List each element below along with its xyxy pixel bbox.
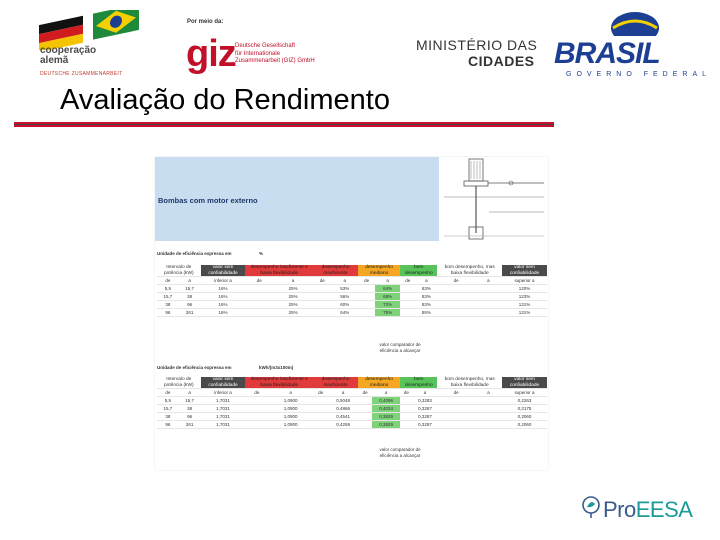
table-cell: 0,4034: [372, 405, 400, 413]
table-cell: 15,7: [179, 397, 201, 405]
proeesa-eesa: EESA: [635, 497, 693, 522]
table-cell: [245, 413, 268, 421]
table-cell: 0,3287: [413, 413, 438, 421]
table-cell: 25%: [273, 285, 313, 293]
subheader-cell: de: [358, 389, 372, 397]
header-insuf: desempenho insuficiente e baixa flexibilidade: [245, 377, 313, 389]
table-cell: 56%: [331, 293, 358, 301]
table-cell: 96: [157, 309, 179, 317]
table2-body: [157, 397, 547, 429]
table-cell: [313, 413, 328, 421]
governo-federal-label: GOVERNO FEDERAL: [566, 71, 712, 78]
table-cell: [245, 421, 268, 429]
table-cell: [400, 285, 415, 293]
table-cell: [358, 293, 375, 301]
table-cell: [475, 285, 502, 293]
table-cell: 68%: [375, 293, 400, 301]
table-cell: [475, 293, 502, 301]
header-excelente: bom desempenho, mas baixa flexibilidade: [437, 377, 502, 389]
table-cell: [358, 413, 372, 421]
subheader-cell: a: [331, 277, 358, 285]
table-cell: [245, 309, 273, 317]
slide-title: Avaliação do Rendimento: [60, 84, 390, 116]
table-cell: [475, 397, 502, 405]
table-cell: [358, 309, 375, 317]
por-meio-label: Por meio da:: [187, 19, 224, 25]
table-cell: [475, 301, 502, 309]
proeesa-pro: Pro: [603, 497, 636, 522]
subheader-cell: a: [475, 389, 502, 397]
table-cell: [400, 301, 415, 309]
header-baixo: desempenho insuficiente: [313, 377, 358, 389]
table-cell: 0,5048: [328, 397, 358, 405]
table-cell: 0,4096: [372, 397, 400, 405]
table-cell: [245, 285, 273, 293]
table-cell: 64%: [375, 285, 400, 293]
table-cell: 131%: [502, 309, 547, 317]
coop-line2: alemã: [40, 55, 69, 66]
table-cell: 1,0900: [268, 405, 313, 413]
subheader-cell: de: [358, 277, 375, 285]
table-row: [157, 405, 547, 413]
subheader-cell: a: [179, 389, 201, 397]
table-cell: 0,2060: [502, 413, 547, 421]
table-cell: 0,2263: [502, 397, 547, 405]
table-cell: 15,7: [179, 285, 201, 293]
brasil-logo: BRASIL: [554, 37, 660, 70]
table-cell: 38: [157, 413, 179, 421]
table-cell: 1,0900: [268, 421, 313, 429]
table-cell: 25%: [273, 293, 313, 301]
table-cell: [437, 421, 474, 429]
table-cell: 16%: [201, 293, 246, 301]
table-cell: 261: [179, 309, 201, 317]
table-cell: 1,0900: [268, 413, 313, 421]
coop-line1: cooperação: [40, 45, 97, 56]
table-cell: [313, 309, 331, 317]
table-cell: [437, 397, 474, 405]
table-cell: 15,7: [157, 293, 179, 301]
cooperacao-logo-text: [40, 46, 96, 66]
table-cell: 25%: [273, 301, 313, 309]
subheader-cell: de: [157, 389, 179, 397]
header-baixo: desempenho insuficiente: [313, 265, 358, 277]
table-cell: 131%: [502, 301, 547, 309]
subheader-cell: a: [415, 277, 437, 285]
subheader-cell: a: [179, 277, 201, 285]
pump-diagram-icon: [439, 157, 548, 241]
subheader-cell: de: [437, 389, 474, 397]
table-cell: 16%: [201, 301, 246, 309]
table-cell: 5,5: [157, 285, 179, 293]
table-row: [157, 413, 547, 421]
table-cell: 0,4541: [328, 413, 358, 421]
table-cell: 96: [157, 421, 179, 429]
ministerio-cidades: CIDADES: [468, 53, 535, 69]
subheader-cell: a: [413, 389, 438, 397]
table-cell: 83%: [415, 285, 437, 293]
table-row: [157, 421, 547, 429]
giz-description: [235, 43, 315, 66]
subheader-cell: a: [372, 389, 400, 397]
unit1-label: Unidade de eficiência expressa em: [157, 251, 232, 256]
table-cell: [313, 301, 331, 309]
subheader-cell: a: [375, 277, 400, 285]
table-cell: 96: [179, 301, 201, 309]
brasil-globe-icon: [610, 10, 660, 36]
note-comparador-1: valor comparador de eficiência a alcançar: [379, 342, 421, 353]
header-insuf: desempenho insuficiente e baixa flexibilidade: [245, 265, 313, 277]
giz-line2: für Internationale: [235, 50, 281, 57]
giz-line1: Deutsche Gesellschaft: [235, 43, 296, 49]
table-cell: 1,7031: [201, 405, 246, 413]
table-cell: 0,3287: [413, 405, 438, 413]
coop-subtitle: DEUTSCHE ZUSAMMENARBEIT: [40, 71, 123, 77]
table-cell: 0,4259: [328, 421, 358, 429]
table-cell: 123%: [502, 293, 547, 301]
table-cell: [400, 405, 413, 413]
table-cell: 261: [179, 421, 201, 429]
note-comparador-2: valor comparador de eficiência a alcançar: [379, 447, 421, 458]
subheader-cell: de: [437, 277, 474, 285]
giz-logo: giz: [186, 33, 236, 75]
table-cell: [358, 301, 375, 309]
table-cell: 0,2060: [502, 421, 547, 429]
table-cell: 0,2175: [502, 405, 547, 413]
subheader-cell: de: [400, 277, 415, 285]
table-cell: [245, 397, 268, 405]
table-cell: [313, 397, 328, 405]
table-cell: 16%: [201, 309, 246, 317]
table-cell: [400, 397, 413, 405]
giz-line3: Zusammenarbeit (GIZ) GmbH: [235, 58, 315, 64]
table-cell: [437, 405, 474, 413]
table-cell: 53%: [331, 285, 358, 293]
table-cell: [400, 413, 413, 421]
table-cell: 0,3287: [413, 421, 438, 429]
table-cell: 0,4866: [328, 405, 358, 413]
table-cell: [437, 309, 474, 317]
table-cell: [245, 405, 268, 413]
table-cell: 1,7031: [201, 421, 246, 429]
german-brazil-flags-icon: [35, 10, 145, 50]
header-intervalo: Intervalo de potência (kW): [157, 265, 201, 277]
subheader-row: [157, 277, 547, 285]
table-cell: [313, 405, 328, 413]
table-cell: 72%: [375, 301, 400, 309]
table-row: [157, 293, 547, 301]
subheader-cell: a: [475, 277, 502, 285]
table-row: [157, 397, 547, 405]
subheader-cell: inferior a: [201, 277, 246, 285]
table-cell: [245, 301, 273, 309]
table-cell: [437, 301, 474, 309]
table-cell: [475, 413, 502, 421]
subheader-cell: de: [245, 389, 268, 397]
subheader-row: [157, 389, 547, 397]
header-acima: valor sem confiabilidade: [502, 377, 547, 389]
header-intervalo: Intervalo de potência (kW): [157, 377, 201, 389]
table-cell: [475, 309, 502, 317]
subheader-cell: de: [400, 389, 413, 397]
table-cell: [400, 309, 415, 317]
efficiency-table-kwh: [157, 377, 547, 429]
subheader-cell: superior a: [502, 389, 547, 397]
table-cell: 1,0900: [268, 397, 313, 405]
table-cell: 38: [179, 293, 201, 301]
table-cell: 83%: [415, 301, 437, 309]
table-cell: 38: [179, 405, 201, 413]
table-cell: 1,7031: [201, 413, 246, 421]
proeesa-leaf-icon: [579, 495, 603, 519]
header-sem: valor sem confiabilidade: [201, 265, 246, 277]
table-cell: 85%: [415, 309, 437, 317]
table-row: [157, 301, 547, 309]
table-cell: 25%: [273, 309, 313, 317]
table-cell: 64%: [331, 309, 358, 317]
subheader-cell: de: [313, 389, 328, 397]
unit2-label: Unidade de eficiência expressa em: [157, 365, 232, 370]
unit2-value: kWh/(m3x100m): [259, 365, 294, 370]
table-cell: [437, 413, 474, 421]
table-cell: 16%: [201, 285, 246, 293]
header-medio: desempenho mediano: [358, 377, 400, 389]
banner-title: Bombas com motor externo: [158, 196, 258, 205]
table-row: [157, 285, 547, 293]
table-cell: 96: [179, 413, 201, 421]
header-bom: bom desempenho: [400, 265, 437, 277]
table-cell: [358, 397, 372, 405]
table-cell: [313, 421, 328, 429]
title-underline-dark: [14, 124, 554, 125]
table-cell: 60%: [331, 301, 358, 309]
table-cell: [313, 293, 331, 301]
table-cell: [245, 293, 273, 301]
table-cell: 1,7031: [201, 397, 246, 405]
header-sem: valor sem confiabilidade: [201, 377, 246, 389]
table-cell: [475, 405, 502, 413]
subheader-cell: a: [328, 389, 358, 397]
header-acima: valor sem confiabilidade: [502, 265, 547, 277]
subheader-cell: de: [157, 277, 179, 285]
table1-body: [157, 285, 547, 317]
table-cell: [358, 405, 372, 413]
proeesa-logo: [603, 497, 692, 523]
table-cell: [400, 421, 413, 429]
table-cell: 38: [157, 301, 179, 309]
table-cell: [358, 285, 375, 293]
header-excelente: bom desempenho, mas baixa flexibilidade: [437, 265, 502, 277]
subheader-cell: superior a: [502, 277, 547, 285]
table-cell: 0,3829: [372, 421, 400, 429]
table-cell: 120%: [502, 285, 547, 293]
table-cell: [437, 293, 474, 301]
table-cell: 83%: [415, 293, 437, 301]
table-cell: [475, 421, 502, 429]
subheader-cell: a: [273, 277, 313, 285]
table-cell: 75%: [375, 309, 400, 317]
subheader-cell: inferior a: [201, 389, 246, 397]
efficiency-table-percent: [157, 265, 547, 317]
table-cell: [400, 293, 415, 301]
subheader-cell: a: [268, 389, 313, 397]
table-cell: 0,3829: [372, 413, 400, 421]
header-medio: desempenho mediano: [358, 265, 400, 277]
table-cell: 0,3283: [413, 397, 438, 405]
table-cell: [437, 285, 474, 293]
unit1-value: %: [259, 251, 264, 256]
table-cell: [313, 285, 331, 293]
table-row: [157, 309, 547, 317]
ministerio-title: MINISTÉRIO DAS: [416, 37, 538, 53]
table-cell: 15,7: [157, 405, 179, 413]
subheader-cell: de: [313, 277, 331, 285]
table-cell: [358, 421, 372, 429]
table-cell: 5,5: [157, 397, 179, 405]
subheader-cell: de: [245, 277, 273, 285]
header-bom: bom desempenho: [400, 377, 437, 389]
